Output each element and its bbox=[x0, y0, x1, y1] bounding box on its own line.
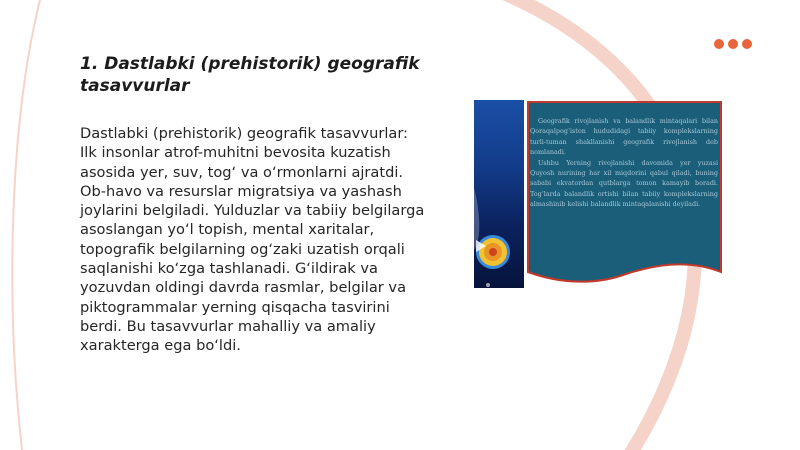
slide-body-text: Dastlabki (prehistorik) geografik tasavvurlar: Ilk insonlar atrof-muhitni bevosita kuzatish asosida yer, suv, tog‘ va o‘rmonlarni ajratdi. Ob-havo va resurslar migratsiya va yashash joylarini belgiladi. Yulduzlar va tabiiy belgilarga asoslangan yo‘l topish, mental xaritalar, topografik belgilarning og‘zaki uzatish orqali saqlanishi ko‘zga tashlanadi. G‘ildirak va yozuvdan oldingi davrda rasmlar, belgilar va piktogrammalar yerning qisqacha tasvirini berdi. Bu tasavvurlar mahalliy va amaliy xarakterga ega bo‘ldi. bbox=[80, 125, 425, 355]
slide-title: 1. Dastlabki (prehistorik) geografik tasavvurlar bbox=[80, 54, 420, 96]
image-book-text bbox=[530, 116, 718, 210]
earth-cross-section-icon bbox=[474, 100, 524, 288]
dot bbox=[742, 39, 752, 49]
decorative-dots bbox=[714, 39, 752, 49]
image-paragraph: Geografik rivojlanish va balandlik mintaqalari bilan Qoraqalpog‘iston hududidagi tabiiy komplekslarning turli-tuman shakllanishi geografik rivojlanish deb nomlanadi. bbox=[530, 117, 718, 157]
textbook-image bbox=[474, 100, 724, 290]
dot bbox=[728, 39, 738, 49]
image-paragraph: Ushbu Yerning rivojlanishi davomida yer yuzasi Quyosh nurining har xil miqdorini qabul qiladi, buning sababi ekvatordan qutblarga tomon kamayib boradi. Tog‘larda balandlik ortishi bilan tabiiy komplekslarning almashinib kelishi balandlik mintaqalanishi deyiladi. bbox=[530, 158, 718, 209]
dot bbox=[714, 39, 724, 49]
image-left-strip bbox=[474, 100, 524, 288]
